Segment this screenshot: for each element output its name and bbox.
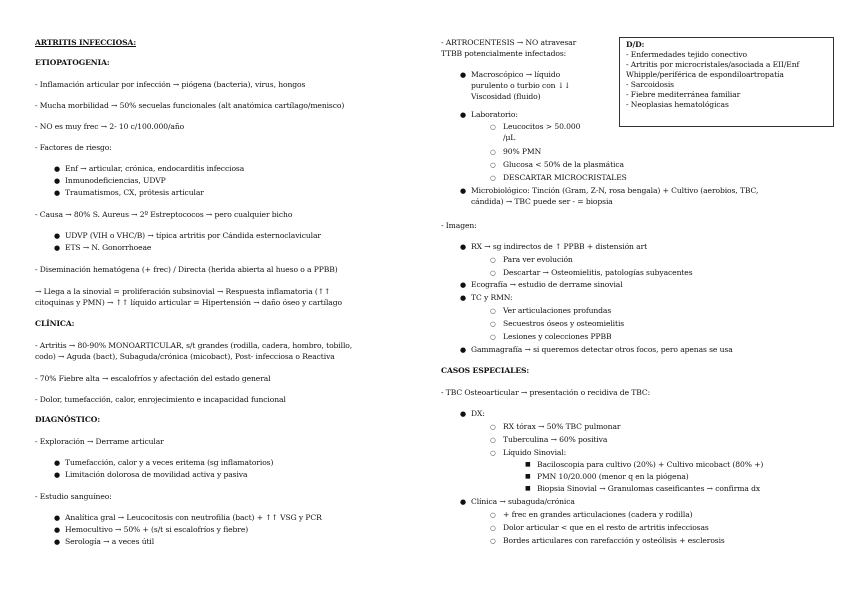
text-line — [35, 374, 270, 384]
text-line — [441, 388, 650, 398]
line-text: → Llega a la sinovial = proliferación subsinovial → Respuesta inflamatoria (↑↑ — [35, 287, 331, 296]
line-text: DESCARTAR MICROCRISTALES — [503, 173, 627, 182]
line-text: - NO es muy frec → 2- 10 c/100.000/año — [35, 122, 185, 131]
bullet-icon: ○ — [490, 333, 496, 341]
section-heading — [35, 58, 110, 68]
dd-item: - Fiebre mediterránea familiar — [626, 90, 741, 99]
list-item — [441, 422, 620, 432]
list-item — [441, 242, 647, 252]
line-text: - 70% Fiebre alta → escalofríos y afectación del estado general — [35, 374, 271, 383]
line-text: TTBB potencialmente infectados: — [441, 49, 567, 58]
line-text: - Artritis → 80-90% MONOARTICULAR, s/t grandes (rodilla, cadera, hombro, tobillo, — [35, 341, 353, 350]
line-text: - Imagen: — [441, 221, 477, 230]
list-item — [441, 133, 515, 143]
line-text: ETS → N. Gonorrhoeae — [65, 243, 152, 252]
line-text: CLÍNICA: — [35, 319, 75, 328]
section-heading — [35, 319, 74, 329]
bullet-icon: ● — [460, 346, 467, 354]
line-text: TC y RMN: — [471, 293, 513, 302]
line-text: - Causa → 80% S. Aureus → 2º Estreptococos → pero cualquier bicho — [35, 210, 293, 219]
bullet-icon: ○ — [490, 256, 496, 264]
list-item — [441, 536, 725, 546]
line-text: Enf → articular, crónica, endocarditis infecciosa — [65, 164, 245, 173]
line-text: Hemocultivo → 50% + (s/t si escalofríos y fiebre) — [65, 525, 249, 534]
line-text: purulento o turbio con ↓↓ — [471, 81, 571, 90]
line-text: RX tórax → 50% TBC pulmonar — [503, 422, 621, 431]
line-text: UDVP (VIH o VHC/B) → típica artritis por Cándida esternoclavicular — [65, 231, 321, 240]
bullet-icon: ○ — [490, 436, 496, 444]
line-text: Viscosidad (fluido) — [471, 92, 541, 101]
dd-item: Whipple/periférica de espondiloartropatía — [626, 70, 784, 79]
list-item — [441, 435, 607, 445]
bullet-icon: ● — [54, 526, 61, 534]
bullet-icon: ● — [460, 410, 467, 418]
section-heading — [35, 415, 100, 425]
bullet-icon: ○ — [490, 123, 496, 131]
line-text: Líquido Sinovial: — [503, 448, 567, 457]
list-item — [441, 332, 611, 342]
list-item — [35, 188, 204, 198]
list-item — [35, 470, 247, 480]
text-line — [35, 341, 352, 351]
dd-item: - Artritis por microcristales/asociada a EII/Enf — [626, 60, 800, 69]
line-text: Ecografía → estudio de derrame sinovial — [471, 280, 623, 289]
bullet-icon: ● — [460, 498, 467, 506]
line-text: Descartar → Osteomielitis, patologías subyacentes — [503, 268, 693, 277]
line-text: - Estudio sanguíneo: — [35, 492, 112, 501]
bullet-icon: ● — [460, 111, 467, 119]
bullet-icon: ● — [54, 165, 61, 173]
list-item — [441, 484, 760, 494]
bullet-icon: ● — [460, 243, 467, 251]
line-text: Traumatismos, CX, prótesis articular — [65, 188, 204, 197]
list-item — [35, 243, 151, 253]
bullet-icon: ○ — [490, 269, 496, 277]
bullet-icon: ■ — [525, 461, 531, 468]
bullet-icon: ● — [54, 189, 61, 197]
line-text: Leucocitos > 50.000 — [503, 122, 581, 131]
list-item — [441, 186, 758, 196]
list-item — [35, 176, 166, 186]
text-line — [35, 437, 164, 447]
line-text: - Mucha morbilidad → 50% secuelas funcionales (alt anatómica cartílago/menisco) — [35, 101, 345, 110]
list-item — [441, 122, 580, 132]
text-line — [35, 265, 338, 275]
dd-item: - Sarcoidosis — [626, 80, 674, 89]
list-item — [35, 513, 322, 523]
list-item — [441, 448, 566, 458]
line-text: RX → sg indirectos de ↑ PPBB + distensión art — [471, 242, 648, 251]
section-heading — [35, 38, 136, 48]
bullet-icon: ● — [460, 71, 467, 79]
list-item — [441, 460, 763, 470]
line-text: Para ver evolución — [503, 255, 573, 264]
list-item — [35, 537, 154, 547]
bullet-icon: ○ — [490, 449, 496, 457]
line-text: - TBC Osteoarticular → presentación o recidiva de TBC: — [441, 388, 651, 397]
line-text: - ARTROCENTESIS → NO atravesar — [441, 38, 577, 47]
list-item — [441, 280, 623, 290]
list-item — [441, 306, 611, 316]
text-line — [35, 492, 112, 502]
line-text: ARTRITIS INFECCIOSA: — [35, 38, 137, 47]
bullet-icon: ● — [460, 187, 467, 195]
line-text: + frec en grandes articulaciones (cadera y rodilla) — [503, 510, 693, 519]
bullet-icon: ● — [460, 294, 467, 302]
line-text: Laboratorio: — [471, 110, 518, 119]
dd-item: - Enfermedades tejido conectivo — [626, 50, 747, 59]
bullet-icon: ○ — [490, 307, 496, 315]
line-text: - Dolor, tumefacción, calor, enrojecimiento e incapacidad funcional — [35, 395, 286, 404]
line-text: ETIOPATOGENIA: — [35, 58, 110, 67]
line-text: DIAGNÓSTICO: — [35, 415, 101, 424]
text-line — [35, 395, 286, 405]
bullet-icon: ○ — [490, 423, 496, 431]
bullet-icon: ○ — [490, 511, 496, 519]
list-item — [441, 92, 541, 102]
line-text: DX: — [471, 409, 485, 418]
line-text: Analítica gral → Leucocitosis con neutrofilia (bact) + ↑↑ VSG y PCR — [65, 513, 322, 522]
list-item — [35, 231, 321, 241]
bullet-icon: ● — [54, 177, 61, 185]
line-text: - Diseminación hematógena (+ frec) / Directa (herida abierta al hueso o a PPBB) — [35, 265, 338, 274]
line-text: - Exploración → Derrame articular — [35, 437, 164, 446]
differential-diagnosis-box — [619, 37, 834, 127]
line-text: 90% PMN — [503, 147, 542, 156]
text-line — [441, 221, 477, 231]
line-text: Baciloscopia para cultivo (20%) + Cultivo micobact (80% +) — [537, 460, 764, 469]
list-item — [441, 510, 693, 520]
line-text: Limitación dolorosa de movilidad activa y pasiva — [65, 470, 248, 479]
line-text: PMN 10/20.000 (menor q en la piógena) — [537, 472, 689, 481]
line-text: Microbiológico: Tinción (Gram, Z-N, rosa bengala) + Cultivo (aerobios, TBC, — [471, 186, 759, 195]
line-text: Glucosa < 50% de la plasmática — [503, 160, 624, 169]
list-item — [441, 409, 485, 419]
line-text: - Inflamación articular por infección → piógena (bacteria), virus, hongos — [35, 80, 306, 89]
line-text: CASOS ESPECIALES: — [441, 366, 530, 375]
bullet-icon: ○ — [490, 148, 496, 156]
list-item — [441, 160, 624, 170]
bullet-icon: ○ — [490, 524, 496, 532]
line-text: Clínica → subaguda/crónica — [471, 497, 575, 506]
bullet-icon: ● — [54, 244, 61, 252]
bullet-icon: ○ — [490, 174, 496, 182]
list-item — [441, 319, 624, 329]
line-text: Inmunodeficiencias, UDVP — [65, 176, 166, 185]
bullet-icon: ● — [460, 281, 467, 289]
text-line — [35, 101, 344, 111]
text-line — [35, 122, 184, 132]
line-text: citoquinas y PMN) → ↑↑ líquido articular = Hipertensión → daño óseo y cartílago — [35, 298, 342, 307]
list-item — [441, 472, 689, 482]
list-item — [441, 147, 541, 157]
list-item — [441, 110, 518, 120]
list-item — [441, 523, 709, 533]
bullet-icon: ● — [54, 538, 61, 546]
list-item — [441, 497, 575, 507]
list-item — [35, 458, 273, 468]
line-text: Gammagrafía → si queremos detectar otros focos, pero apenas se usa — [471, 345, 733, 354]
list-item — [441, 81, 570, 91]
bullet-icon: ○ — [490, 320, 496, 328]
line-text: /μL — [503, 133, 516, 142]
dd-item: - Neoplasias hematológicas — [626, 100, 729, 109]
bullet-icon: ○ — [490, 537, 496, 545]
list-item — [441, 70, 560, 80]
list-item — [441, 345, 733, 355]
list-item — [441, 255, 573, 265]
line-text: Serología → a veces útil — [65, 537, 155, 546]
bullet-icon: ● — [54, 514, 61, 522]
text-line — [35, 80, 305, 90]
list-item — [441, 268, 693, 278]
text-line — [35, 352, 335, 362]
line-text: Biopsia Sinovial → Granulomas caseificantes → confirma dx — [537, 484, 761, 493]
dd-title: D/D: — [626, 40, 645, 49]
line-text: - Factores de riesgo: — [35, 143, 112, 152]
bullet-icon: ● — [54, 459, 61, 467]
line-text: cándida) → TBC puede ser - = biopsia — [471, 197, 613, 206]
text-line — [35, 298, 342, 308]
section-heading — [441, 366, 529, 376]
line-text: Macroscópico → líquido — [471, 70, 561, 79]
text-line — [35, 143, 112, 153]
list-item — [441, 173, 627, 183]
text-line — [441, 38, 576, 48]
bullet-icon: ■ — [525, 473, 531, 480]
line-text: Tumefacción, calor y a veces eritema (sg inflamatorios) — [65, 458, 274, 467]
list-item — [35, 525, 248, 535]
text-line — [35, 287, 330, 297]
list-item — [441, 197, 613, 207]
line-text: codo) → Aguda (bact), Subaguda/crónica (micobact), Post- infecciosa o Reactiva — [35, 352, 335, 361]
list-item — [441, 293, 513, 303]
line-text: Dolor articular < que en el resto de artritis infecciosas — [503, 523, 709, 532]
line-text: Ver articulaciones profundas — [503, 306, 612, 315]
line-text: Secuestros óseos y osteomielitis — [503, 319, 625, 328]
text-line — [441, 49, 566, 59]
bullet-icon: ○ — [490, 161, 496, 169]
list-item — [35, 164, 244, 174]
bullet-icon: ● — [54, 471, 61, 479]
line-text: Lesiones y colecciones PPBB — [503, 332, 612, 341]
line-text: Bordes articulares con rarefacción y osteólisis + esclerosis — [503, 536, 725, 545]
line-text: Tuberculina → 60% positiva — [503, 435, 608, 444]
bullet-icon: ■ — [525, 485, 531, 492]
bullet-icon: ● — [54, 232, 61, 240]
text-line — [35, 210, 292, 220]
